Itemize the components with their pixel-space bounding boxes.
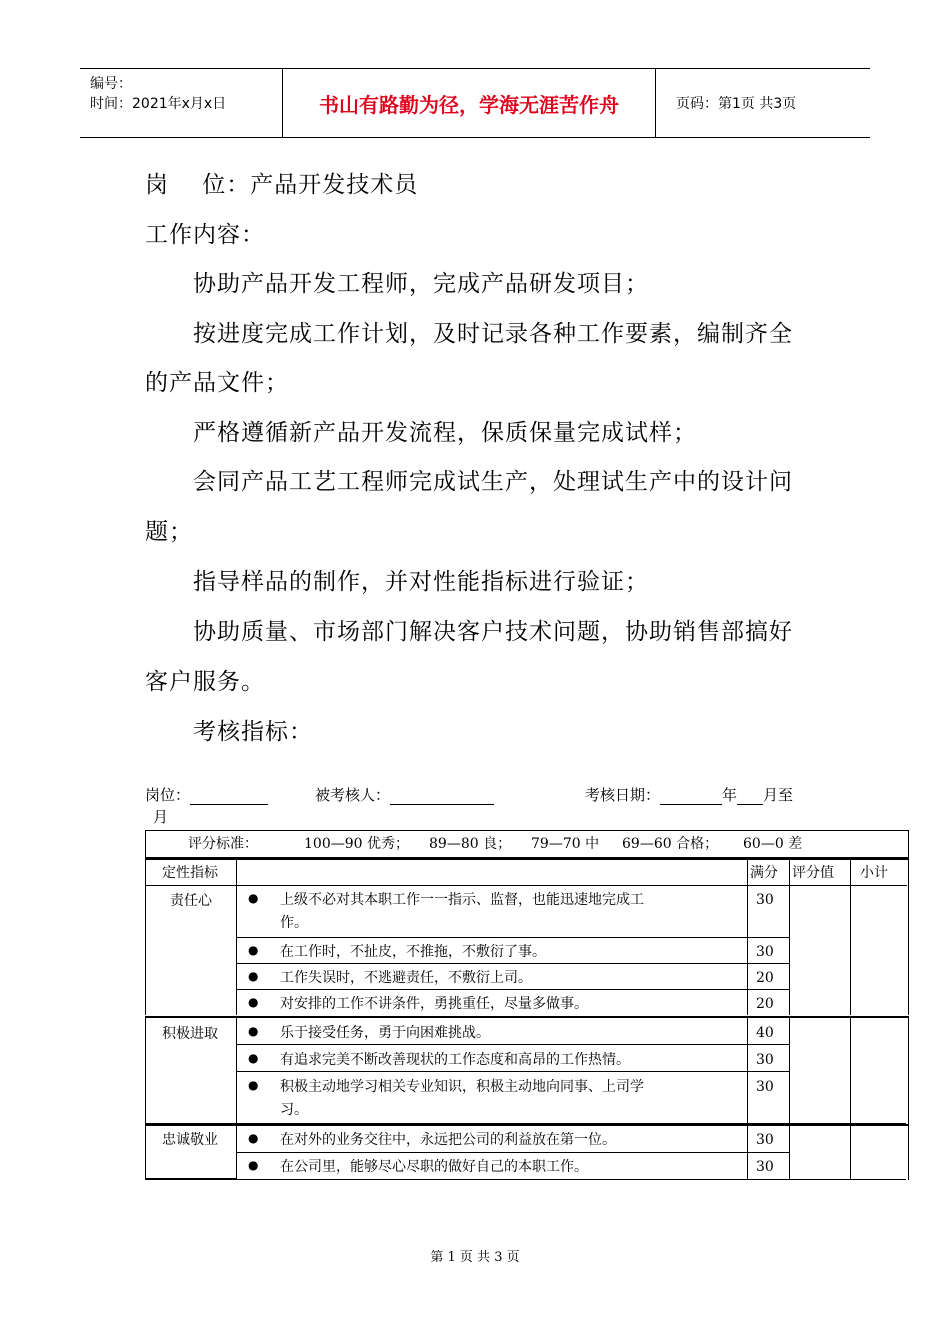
full-score: 40 <box>756 1025 774 1041</box>
assessee-input-line[interactable] <box>390 788 494 805</box>
group-name: 责任心 <box>170 893 212 909</box>
header-indicator: 定性指标 <box>162 865 218 881</box>
post-input-line[interactable] <box>190 788 268 805</box>
score-input-cell[interactable] <box>790 1126 851 1180</box>
year-label: 年 <box>722 786 738 804</box>
work-content-label: 工作内容： <box>145 222 265 248</box>
bullet-icon: ● <box>248 1158 259 1172</box>
header-score: 评分值 <box>792 865 834 881</box>
item-text: 在公司里，能够尽心尽职的做好自己的本职工作。 <box>280 1159 588 1175</box>
header-page-info <box>666 69 870 137</box>
bullet-icon: ● <box>248 969 259 983</box>
content-line: 的产品文件； <box>145 370 289 396</box>
full-score: 20 <box>756 996 774 1012</box>
bullet-icon: ● <box>248 995 259 1009</box>
group-name: 积极进取 <box>162 1026 218 1042</box>
content-line: 会同产品工艺工程师完成试生产，处理试生产中的设计问 <box>193 469 793 495</box>
bullet-icon: ● <box>248 891 259 905</box>
post-label: 岗位： <box>145 786 191 804</box>
grade-excellent: 100—90 优秀； <box>304 836 409 852</box>
content-line: 按进度完成工作计划，及时记录各种工作要素，编制齐全 <box>193 321 793 347</box>
content-line: 客户服务。 <box>145 669 265 695</box>
assessment-table <box>145 830 909 1015</box>
assessment-label: 考核指标： <box>193 719 313 745</box>
bullet-icon: ● <box>248 1024 259 1038</box>
full-score: 30 <box>756 1132 774 1148</box>
full-score: 30 <box>756 892 774 908</box>
header-desc-cell <box>237 860 748 886</box>
score-input-cell[interactable] <box>790 886 851 1015</box>
bullet-icon: ● <box>248 1131 259 1145</box>
bullet-icon: ● <box>248 943 259 957</box>
assessment-form-row <box>145 784 825 826</box>
content-line: 协助质量、市场部门解决客户技术问题，协助销售部搞好 <box>193 619 793 645</box>
item-text: 乐于接受任务，勇于向困难挑战。 <box>280 1025 490 1041</box>
content-line: 协助产品开发工程师，完成产品研发项目； <box>193 271 649 297</box>
item-text: 在对外的业务交往中，永远把公司的利益放在第一位。 <box>280 1132 616 1148</box>
date-label: 考核日期： <box>585 786 661 804</box>
year-input-line[interactable] <box>660 788 722 805</box>
date-field <box>585 784 793 805</box>
bullet-icon: ● <box>248 1051 259 1065</box>
assessee-field <box>315 784 494 805</box>
item-text: 对安排的工作不讲条件，勇挑重任，尽量多做事。 <box>280 996 588 1012</box>
full-score: 30 <box>756 1052 774 1068</box>
subtotal-cell[interactable] <box>851 1018 906 1124</box>
assessee-label: 被考核人： <box>315 786 391 804</box>
group-name: 忠诚敬业 <box>162 1132 218 1148</box>
item-text-cont: 作。 <box>280 915 308 931</box>
month-input-line[interactable] <box>737 788 763 805</box>
item-text: 积极主动地学习相关专业知识，积极主动地向同事、上司学 <box>280 1079 644 1095</box>
grade-good: 89—80 良； <box>429 836 512 852</box>
item-text: 在工作时，不扯皮，不推拖，不敷衍了事。 <box>280 944 546 960</box>
page-header <box>80 68 870 138</box>
content-line: 题； <box>145 519 193 545</box>
header-subtotal: 小计 <box>860 865 888 881</box>
score-input-cell[interactable] <box>790 1018 851 1124</box>
full-score: 20 <box>756 970 774 986</box>
indicator-grid <box>146 860 908 1015</box>
header-motto: 书山有路勤为径，学海无涯苦作舟 <box>283 69 656 137</box>
page-info-text: 页码：第1页 共3页 <box>676 96 797 112</box>
group-jijijinqu <box>145 1016 909 1126</box>
item-text: 上级不必对其本职工作一一指示、监督，也能迅速地完成工 <box>280 892 644 908</box>
position-line: 岗 位：产品开发技术员 <box>145 172 419 198</box>
month-to-label: 月至 <box>763 786 794 804</box>
time-label: 时间：2021年x月x日 <box>90 96 227 112</box>
full-score: 30 <box>756 1159 774 1175</box>
full-score: 30 <box>756 944 774 960</box>
item-text: 工作失误时，不逃避责任，不敷衍上司。 <box>280 970 532 986</box>
month-label: 月 <box>153 808 169 826</box>
content-line: 严格遵循新产品开发流程，保质保量完成试样； <box>193 420 697 446</box>
grading-standard-row <box>146 831 908 860</box>
grade-poor: 60—0 差 <box>743 836 803 852</box>
group-zhongchengjingye <box>145 1124 909 1180</box>
grade-pass: 69—60 合格； <box>622 836 719 852</box>
subtotal-cell[interactable] <box>851 886 907 1015</box>
item-text-cont: 习。 <box>280 1102 308 1118</box>
header-full: 满分 <box>750 865 778 881</box>
standard-label: 评分标准： <box>188 836 258 852</box>
number-label: 编号： <box>90 76 132 92</box>
page-footer: 第 1 页 共 3 页 <box>430 1250 520 1265</box>
post-field <box>145 784 268 805</box>
header-meta <box>80 69 283 137</box>
grade-medium: 79—70 中 <box>531 836 600 852</box>
subtotal-cell[interactable] <box>851 1126 906 1180</box>
full-score: 30 <box>756 1079 774 1095</box>
item-text: 有追求完美不断改善现状的工作态度和高昂的工作热情。 <box>280 1052 630 1068</box>
content-line: 指导样品的制作，并对性能指标进行验证； <box>193 569 649 595</box>
bullet-icon: ● <box>248 1078 259 1092</box>
